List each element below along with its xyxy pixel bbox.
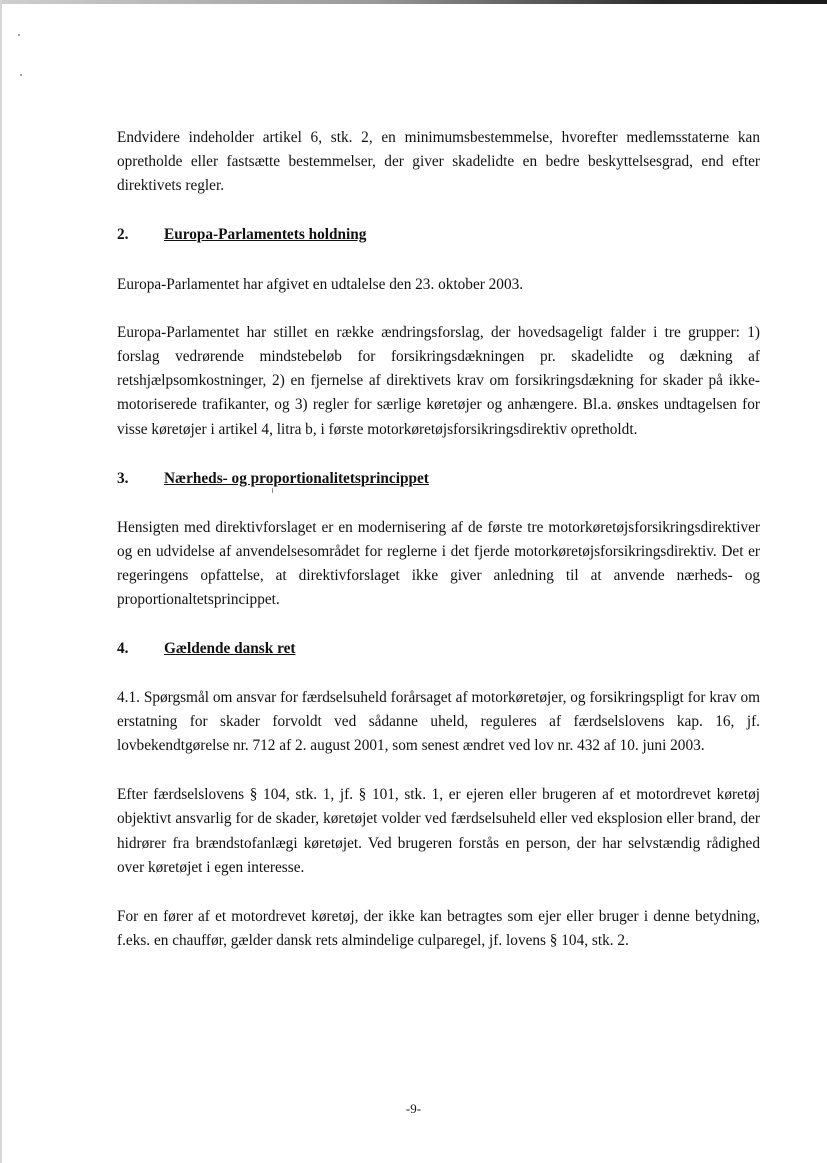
section-title: Europa-Parlamentets holdning	[164, 225, 367, 243]
scan-top-border	[0, 0, 827, 4]
paragraph-subsidiarity: Hensigten med direktivforslaget er en modernisering af de første tre motorkøretøjsforsikringsdirektiver og en udvidelse af anvendelsesområdet for reglerne i det fjerde motorkøretøjsforsikringsdirektiv. Det er regeringens opfattelse, at direktivforslaget ikke giver anledning til at anvende nærheds- og proportionaltetsprincippet.	[117, 518, 760, 609]
scan-speck	[18, 34, 20, 36]
paragraph-minimum-provision: Endvidere indeholder artikel 6, stk. 2, en minimumsbestemmelse, hvorefter medlemsstaterne kan opretholde eller fastsætte bestemmelser, der giver skadelidte en bedre beskyttelsesgrad, end efter direktivets regler.	[117, 129, 760, 195]
paragraph-driver-culpa: For en fører af et motordrevet køretøj, der ikke kan betragtes som ejer eller bruger i denne betydning, f.eks. en chauffør, gælder dansk rets almindelige culparegel, jf. lovens § 104, stk. 2.	[117, 908, 760, 950]
section-number: 3.	[117, 469, 129, 487]
section-heading-3	[117, 467, 760, 491]
paragraph-4-1-liability: 4.1. Spørgsmål om ansvar for færdselsuheld forårsaget af motorkøretøjer, og forsikringspligt for krav om erstatning for skader forvoldt ved sådanne uheld, reguleres af færdselslovens kap. 16, jf. lovbekendtgørelse nr. 712 af 2. august 2001, som senest ændret ved lov nr. 432 af 10. juni 2003.	[117, 688, 760, 755]
page-number: -9-	[405, 1101, 422, 1116]
section-title: Nærheds- og proportionalitetsprincippet	[164, 469, 429, 487]
paragraph-parliament-amendments: Europa-Parlamentet har stillet en række ændringsforslag, der hovedsageligt falder i tre grupper: 1) forslag vedrørende mindstebeløb for forsikringsdækningen pr. skadelidte og dækning af retshjælpsomkostninger, 2) en fjernelse af direktivets krav om forsikringsdækning for skader på ikke-motoriserede trafikanter, og 3) regler for særlige køretøjer og anhængere. Bl.a. ønskes undtagelsen for visse køretøjer i artikel 4, litra b, i første motorkøretøjsforsikringsdirektiv opretholdt.	[117, 323, 760, 438]
scan-speck	[20, 74, 22, 76]
paragraph-strict-liability: Efter færdselslovens § 104, stk. 1, jf. § 101, stk. 1, er ejeren eller brugeren af et motordrevet køretøj objektivt ansvarlig for de skader, køretøjet volder ved færdselsuheld eller ved eksplosion eller brand, der hidrører fra brændstofanlægi køretøjet. Ved brugeren forstås en person, der har selvstændig rådighed over køretøjet i egen interesse.	[117, 786, 760, 876]
paragraph-parliament-opinion: Europa-Parlamentet har afgivet en udtalelse den 23. oktober 2003.	[117, 275, 524, 293]
section-number: 2.	[117, 225, 129, 243]
section-number: 4.	[117, 639, 129, 657]
scan-left-edge	[0, 0, 2, 1163]
section-title: Gældende dansk ret	[164, 639, 296, 657]
section-heading-2	[117, 223, 760, 247]
document-body	[117, 126, 760, 953]
section-heading-4	[117, 637, 760, 661]
